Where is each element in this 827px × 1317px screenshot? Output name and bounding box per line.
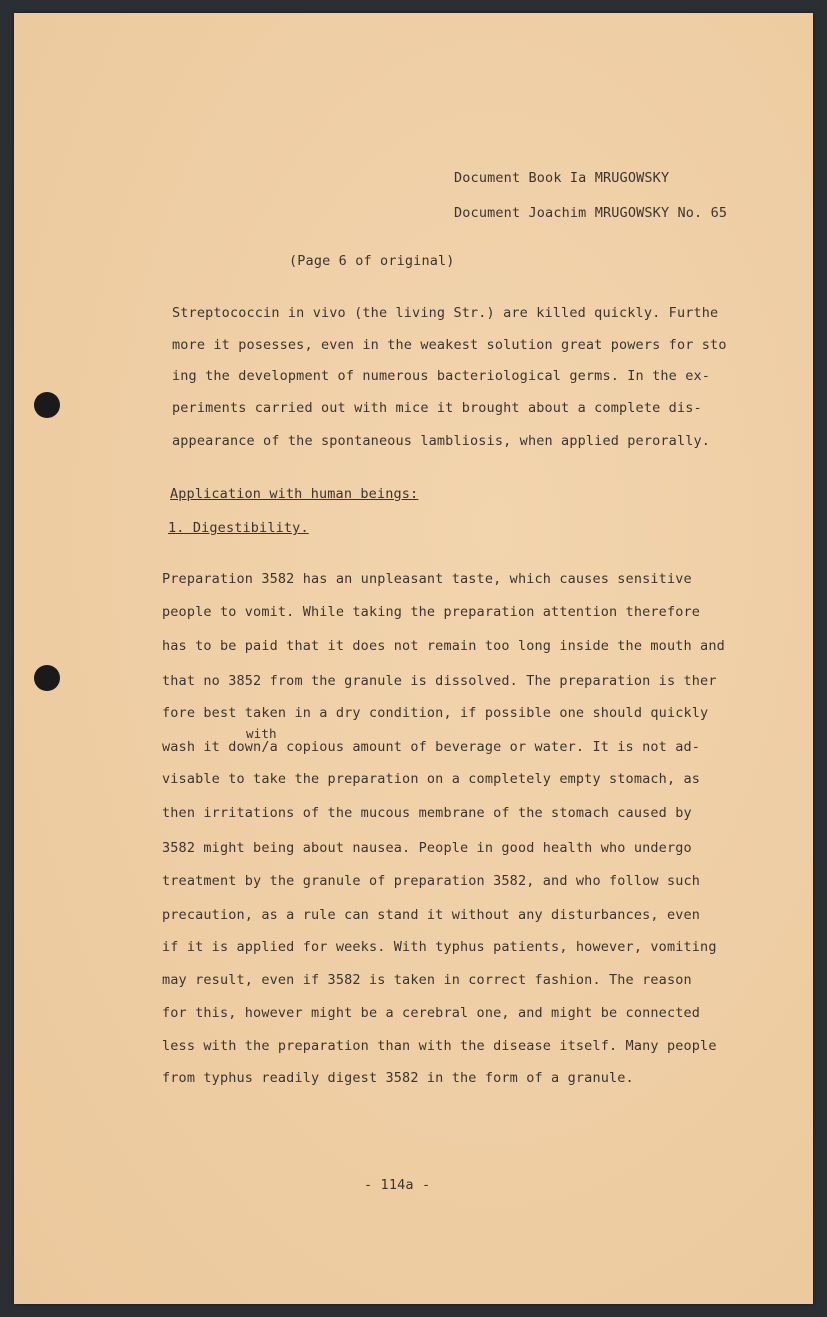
paragraph-2-line: then irritations of the mucous membrane of the stomach caused by [162, 805, 692, 821]
paragraph-2-line: treatment by the granule of preparation 3582, and who follow such [162, 873, 701, 889]
paragraph-2-line: less with the preparation than with the disease itself. Many people [162, 1038, 717, 1054]
paragraph-1-line: appearance of the spontaneous lambliosis, when applied perorally. [172, 433, 711, 449]
section-heading: Application with human beings: [170, 486, 419, 502]
paragraph-2-line: 3582 might being about nausea. People in good health who undergo [162, 840, 692, 856]
paragraph-2-line: for this, however might be a cerebral one, and might be connected [162, 1005, 701, 1021]
paragraph-2-line: if it is applied for weeks. With typhus patients, however, vomiting [162, 939, 717, 955]
paragraph-2-line: precaution, as a rule can stand it without any disturbances, even [162, 907, 701, 923]
paragraph-1-line: periments carried out with mice it brought about a complete dis- [172, 400, 702, 416]
paragraph-2-line: fore best taken in a dry condition, if possible one should quickly [162, 705, 709, 721]
paragraph-1-line: more it posesses, even in the weakest solution great powers for sto [172, 337, 727, 353]
section-subheading: 1. Digestibility. [168, 520, 309, 536]
paragraph-2-line: Preparation 3582 has an unpleasant taste, which causes sensitive [162, 571, 692, 587]
paragraph-2-line: visable to take the preparation on a completely empty stomach, as [162, 771, 701, 787]
paragraph-1-line: Streptococcin in vivo (the living Str.) are killed quickly. Furthe [172, 305, 719, 321]
paragraph-2-line: people to vomit. While taking the preparation attention therefore [162, 604, 701, 620]
handwritten-insertion: with [246, 726, 277, 741]
paragraph-2-line: that no 3852 from the granule is dissolved. The preparation is ther [162, 673, 717, 689]
paragraph-2-line: may result, even if 3582 is taken in correct fashion. The reason [162, 972, 692, 988]
paragraph-1-line: ing the development of numerous bacteriological germs. In the ex- [172, 368, 711, 384]
paragraph-2-line: wash it down/a copious amount of beverage or water. It is not ad- [162, 739, 701, 755]
paragraph-2 [162, 571, 802, 1101]
header-document-number: Document Joachim MRUGOWSKY No. 65 [454, 205, 728, 221]
paragraph-2-line: has to be paid that it does not remain too long inside the mouth and [162, 638, 725, 654]
header-document-book: Document Book Ia MRUGOWSKY [454, 170, 670, 186]
punch-hole-top [34, 392, 60, 418]
document-page [14, 13, 813, 1304]
paragraph-2-line: from typhus readily digest 3582 in the form of a granule. [162, 1070, 634, 1086]
page-number: - 114a - [364, 1177, 431, 1193]
page-note: (Page 6 of original) [289, 253, 455, 269]
paragraph-1 [172, 305, 802, 465]
punch-hole-bottom [34, 665, 60, 691]
